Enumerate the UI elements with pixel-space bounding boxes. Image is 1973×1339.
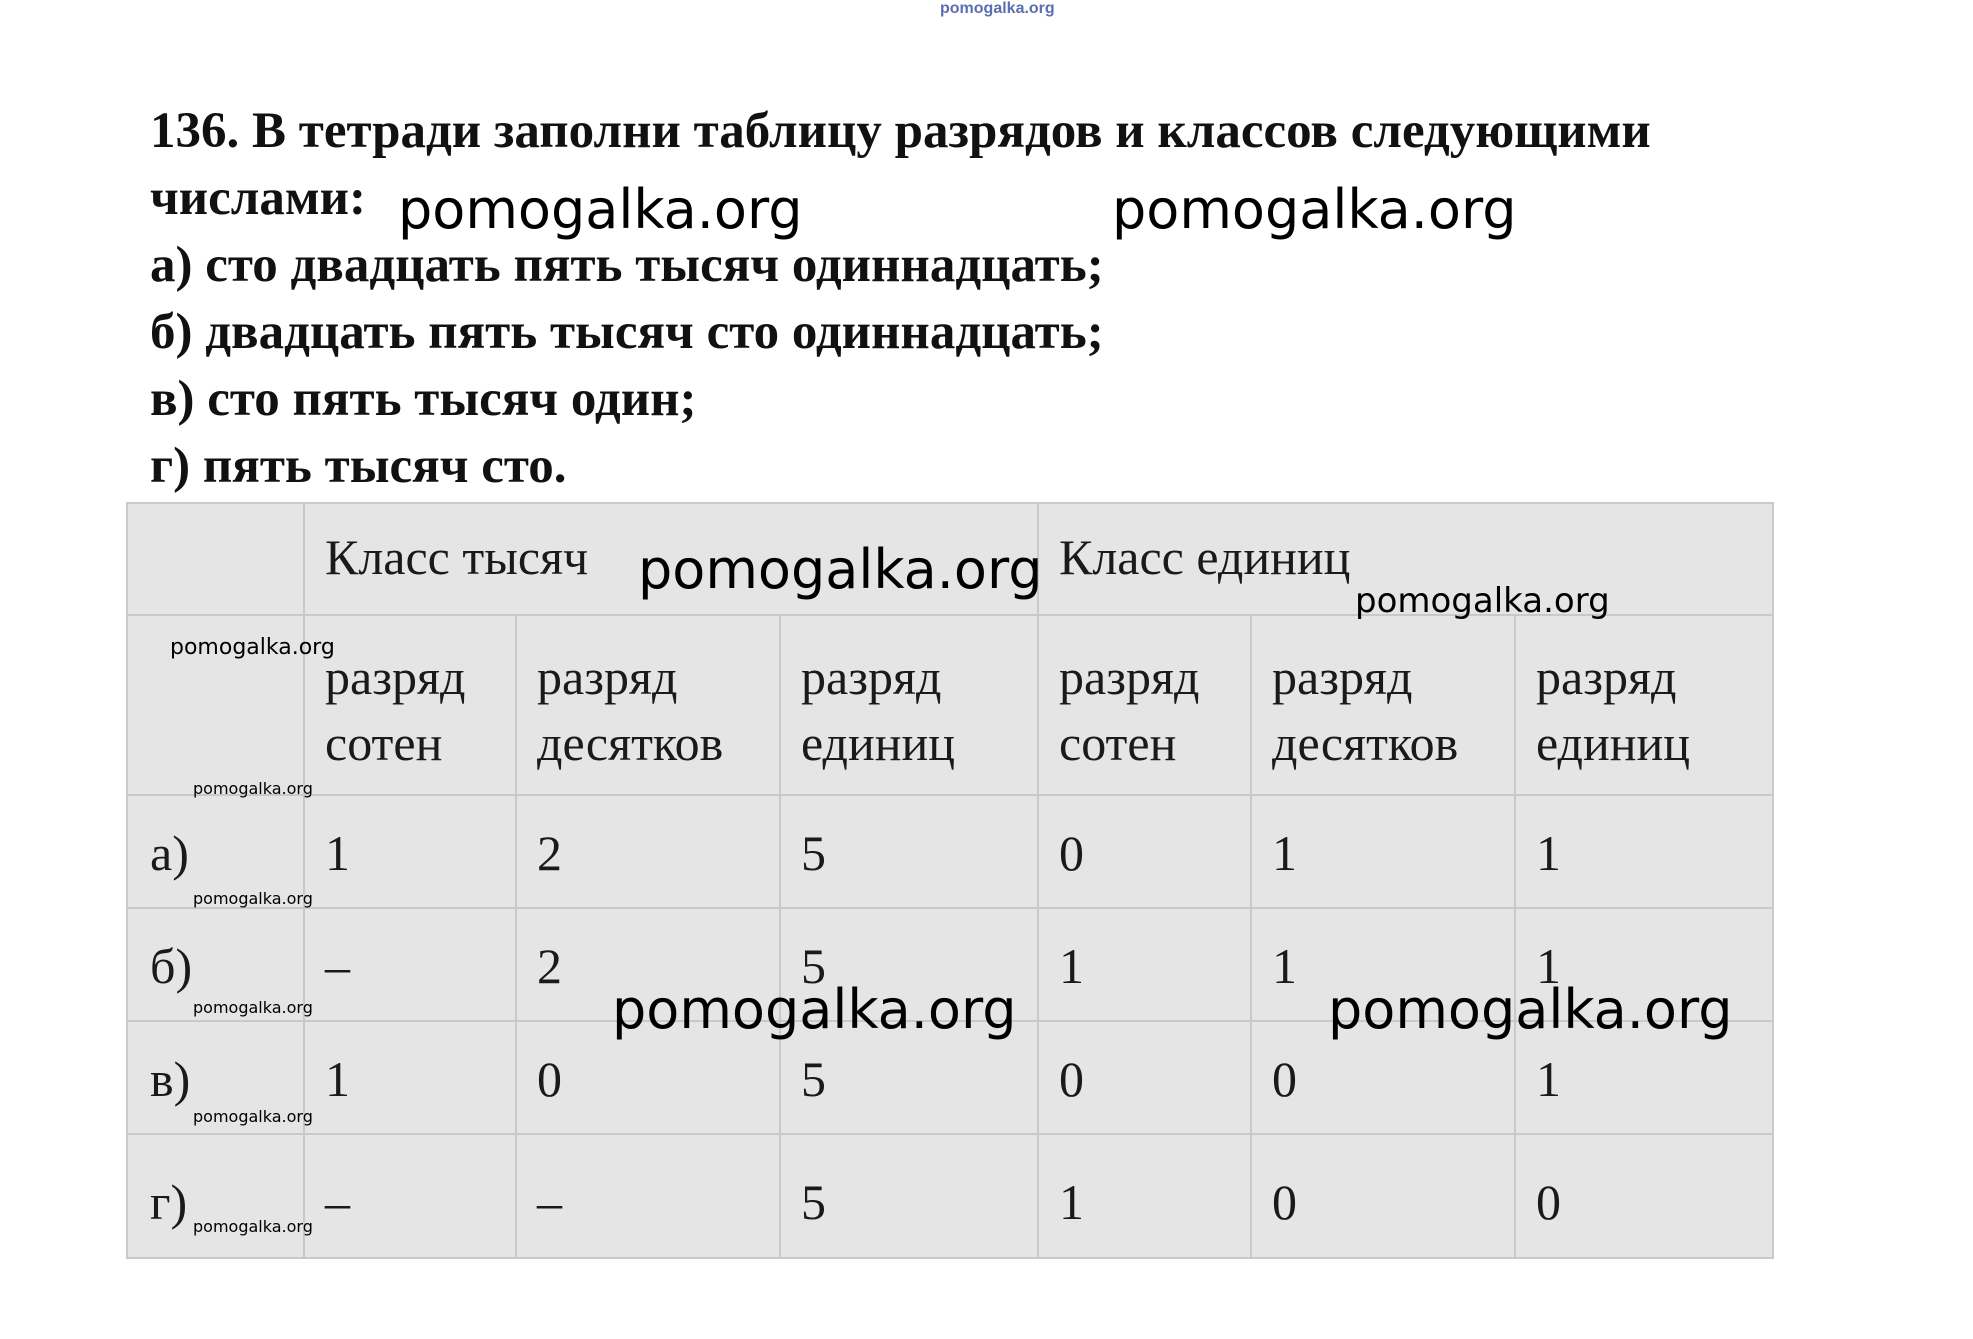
- table-cell: 2: [516, 908, 780, 1021]
- col-header-word: разряд: [1059, 649, 1200, 705]
- corner-cell: [127, 503, 304, 615]
- watermark: pomogalka.org: [193, 1217, 313, 1236]
- table-cell: 0: [1515, 1134, 1773, 1258]
- watermark: pomogalka.org: [638, 538, 1043, 601]
- table-cell: 2: [516, 795, 780, 908]
- table-cell: 1: [1251, 795, 1515, 908]
- table-cell: 0: [1038, 795, 1251, 908]
- col-header-word: разряд: [537, 649, 678, 705]
- table-row: [127, 795, 1773, 908]
- table-cell: 1: [304, 795, 516, 908]
- col-header-rank: единиц: [801, 715, 956, 771]
- table-cell: 0: [1251, 1021, 1515, 1134]
- watermark: pomogalka.org: [1328, 978, 1733, 1041]
- table-cell: 1: [1515, 908, 1773, 1021]
- table-cell: 5: [780, 1021, 1038, 1134]
- task-item-a: а) сто двадцать пять тысяч одиннадцать;: [150, 237, 1104, 293]
- watermark: pomogalka.org: [193, 998, 313, 1017]
- col-header-rank: десятков: [537, 715, 724, 771]
- col-header-rank: единиц: [1536, 715, 1691, 771]
- row-label: б): [127, 908, 304, 1021]
- row-label: г): [127, 1134, 304, 1258]
- watermark: pomogalka.org: [193, 1107, 313, 1126]
- table-cell: 5: [780, 795, 1038, 908]
- table-row: [127, 1134, 1773, 1258]
- task-item-b: б) двадцать пять тысяч сто одиннадцать;: [150, 304, 1104, 360]
- task-title: 136. В тетради заполни таблицу разрядов и классов следующими: [150, 103, 1651, 159]
- col-header-rank: сотен: [325, 715, 443, 771]
- watermark: pomogalka.org: [612, 978, 1017, 1041]
- col-header-word: разряд: [1272, 649, 1413, 705]
- table-cell: 5: [780, 908, 1038, 1021]
- table-cell: 1: [1515, 795, 1773, 908]
- table-cell: 0: [1251, 1134, 1515, 1258]
- task-text: [150, 98, 1930, 500]
- col-header-word: разряд: [1536, 649, 1677, 705]
- col-header-thousands-units: [780, 615, 1038, 795]
- col-header-rank: сотен: [1059, 715, 1177, 771]
- col-header-units-hundreds: [1038, 615, 1251, 795]
- watermark: pomogalka.org: [193, 779, 313, 798]
- col-header-rank: десятков: [1272, 715, 1459, 771]
- class-units-header: Класс единиц: [1038, 503, 1773, 615]
- table-cell: 0: [516, 1021, 780, 1134]
- col-header-units-tens: [1251, 615, 1515, 795]
- table-cell: 1: [304, 1021, 516, 1134]
- task-item-g: г) пять тысяч сто.: [150, 438, 567, 494]
- row-label: в): [127, 1021, 304, 1134]
- class-thousands-header: Класс тысяч: [304, 503, 1038, 615]
- col-header-word: разряд: [325, 649, 466, 705]
- table-cell: –: [304, 1134, 516, 1258]
- table-cell: 1: [1251, 908, 1515, 1021]
- row-label: а): [127, 795, 304, 908]
- watermark: pomogalka.org: [193, 889, 313, 908]
- digit-header-row: [127, 615, 1773, 795]
- watermark: pomogalka.org: [170, 635, 335, 660]
- table-cell: –: [516, 1134, 780, 1258]
- table-cell: 0: [1038, 1021, 1251, 1134]
- task-title-cont: числами:: [150, 170, 367, 226]
- watermark: pomogalka.org: [398, 178, 803, 241]
- table-cell: 5: [780, 1134, 1038, 1258]
- col-header-thousands-tens: [516, 615, 780, 795]
- col-header-units-units: [1515, 615, 1773, 795]
- table-cell: 1: [1038, 1134, 1251, 1258]
- header-watermark: pomogalka.org: [940, 0, 1055, 17]
- table-cell: 1: [1038, 908, 1251, 1021]
- task-item-v: в) сто пять тысяч один;: [150, 371, 697, 427]
- col-header-word: разряд: [801, 649, 942, 705]
- watermark: pomogalka.org: [1112, 178, 1517, 241]
- col-header-thousands-hundreds: [304, 615, 516, 795]
- table-cell: –: [304, 908, 516, 1021]
- table-cell: 1: [1515, 1021, 1773, 1134]
- watermark: pomogalka.org: [1355, 581, 1610, 621]
